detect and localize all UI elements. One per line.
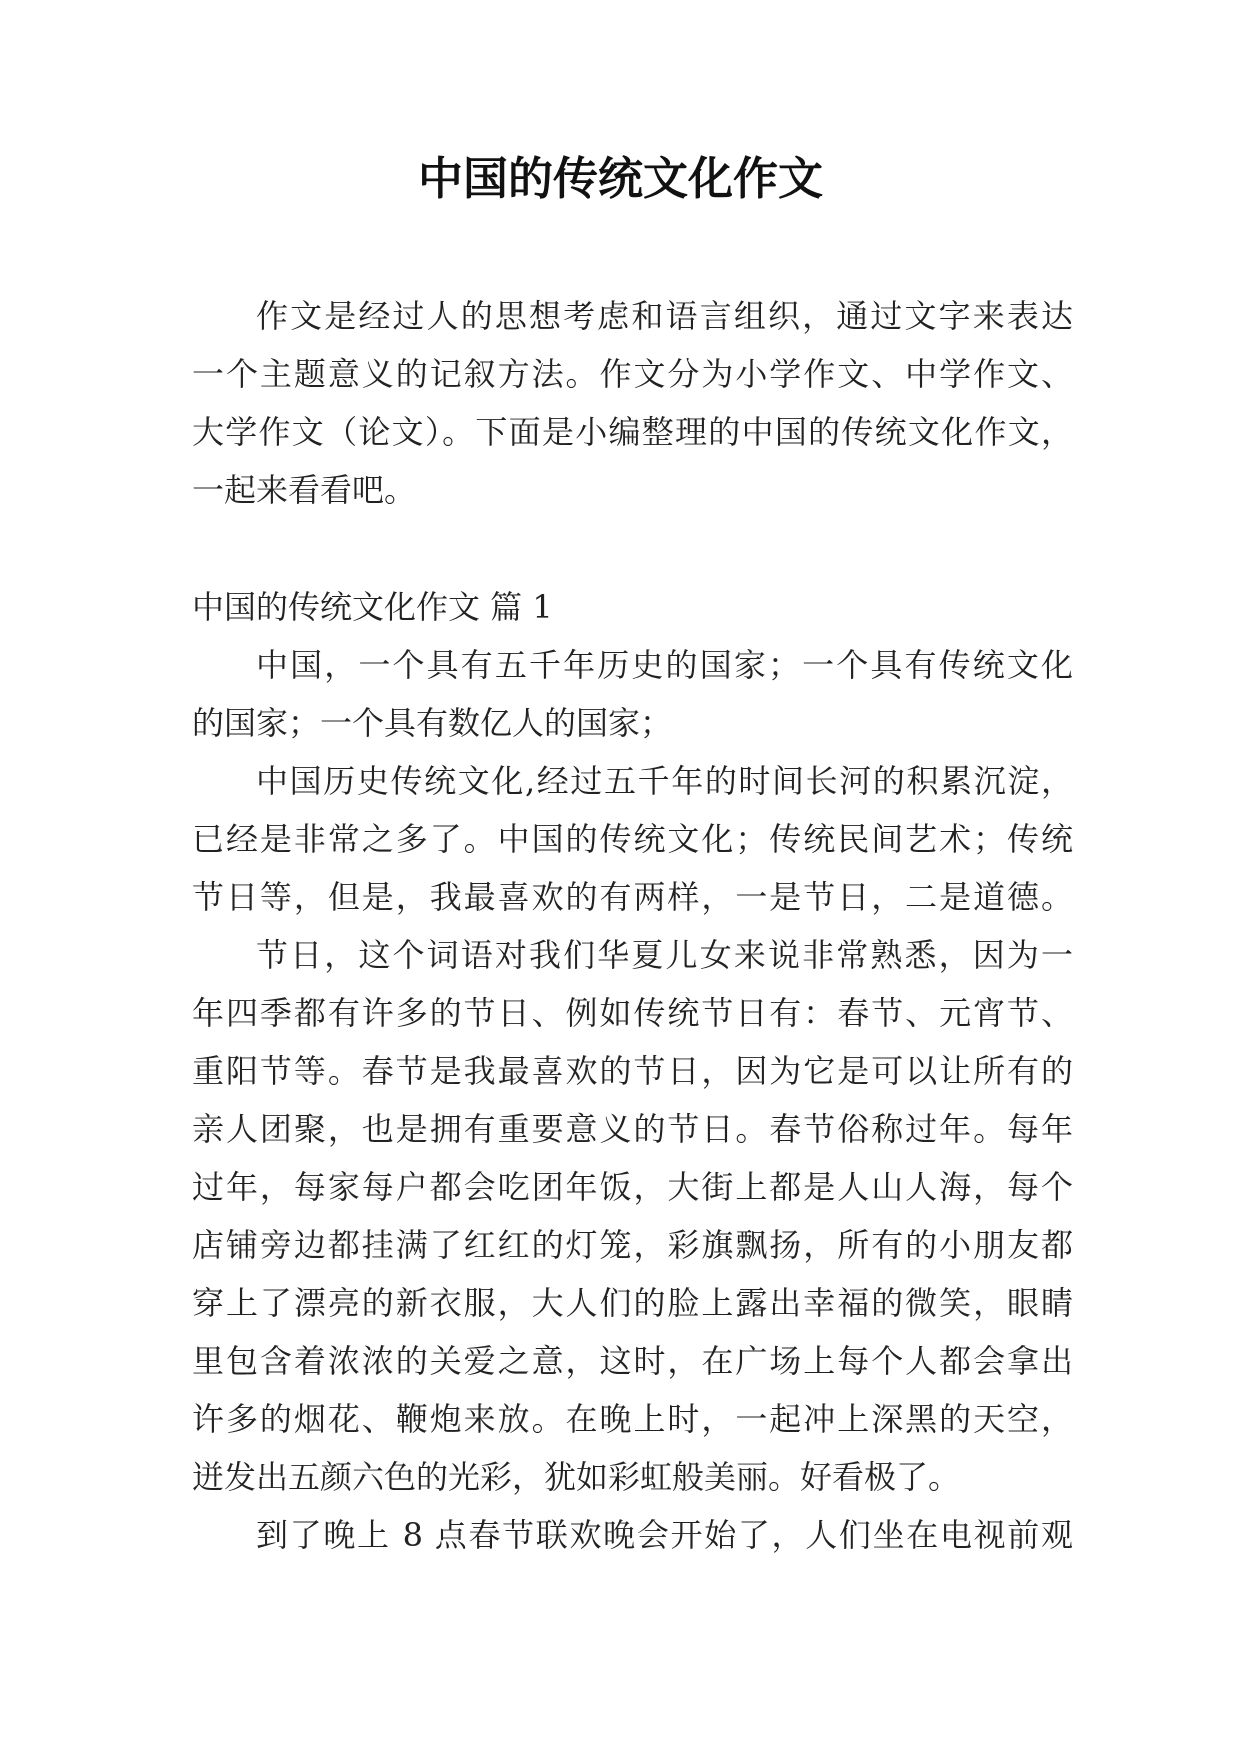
paragraph-line: 到了晚上 8 点春节联欢晚会开始了，人们坐在电视前观 [256,1516,1073,1554]
paragraph-line: 重阳节等。春节是我最喜欢的节日，因为它是可以让所有的 [192,1052,1073,1090]
paragraph-line: 中国，一个具有五千年历史的国家；一个具有传统文化 [256,646,1073,684]
paragraph [192,1506,1073,1564]
paragraph [192,752,1073,926]
paragraph-line: 节日等，但是，我最喜欢的有两样，一是节日，二是道德。 [192,878,1073,916]
paragraph [192,926,1073,1506]
paragraph-line: 过年，每家每户都会吃团年饭，大街上都是人山人海，每个 [192,1168,1073,1206]
paragraph-line: 店铺旁边都挂满了红红的灯笼，彩旗飘扬，所有的小朋友都 [192,1226,1073,1264]
paragraph-line: 的国家；一个具有数亿人的国家； [192,704,673,742]
paragraph-line: 中国历史传统文化,经过五千年的时间长河的积累沉淀， [256,762,1073,800]
paragraph-line: 许多的烟花、鞭炮来放。在晚上时，一起冲上深黑的天空， [192,1400,1073,1438]
paragraph-line: 一个主题意义的记叙方法。作文分为小学作文、中学作文、 [192,355,1073,393]
paragraph-line: 一起来看看吧。 [192,471,417,509]
paragraph-line: 年四季都有许多的节日、例如传统节日有：春节、元宵节、 [192,994,1073,1032]
intro-paragraph [192,287,1073,519]
document-title: 中国的传统文化作文 [417,152,823,205]
paragraph-line: 作文是经过人的思想考虑和语言组织，通过文字来表达 [256,297,1073,335]
document-body [192,287,1073,1564]
paragraph-line: 已经是非常之多了。中国的传统文化；传统民间艺术；传统 [192,820,1073,858]
paragraph-line: 迸发出五颜六色的光彩，犹如彩虹般美丽。好看极了。 [192,1458,961,1496]
paragraph [192,636,1073,752]
paragraph-line: 穿上了漂亮的新衣服，大人们的脸上露出幸福的微笑，眼睛 [192,1284,1073,1322]
paragraph-line: 大学作文（论文）。下面是小编整理的中国的传统文化作文， [192,413,1073,451]
paragraph-line: 里包含着浓浓的关爱之意，这时，在广场上每个人都会拿出 [192,1342,1073,1380]
paragraph-line: 亲人团聚，也是拥有重要意义的节日。春节俗称过年。每年 [192,1110,1073,1148]
section-heading: 中国的传统文化作文 篇 1 [192,588,553,626]
paragraph-line: 节日，这个词语对我们华夏儿女来说非常熟悉，因为一 [256,936,1073,974]
